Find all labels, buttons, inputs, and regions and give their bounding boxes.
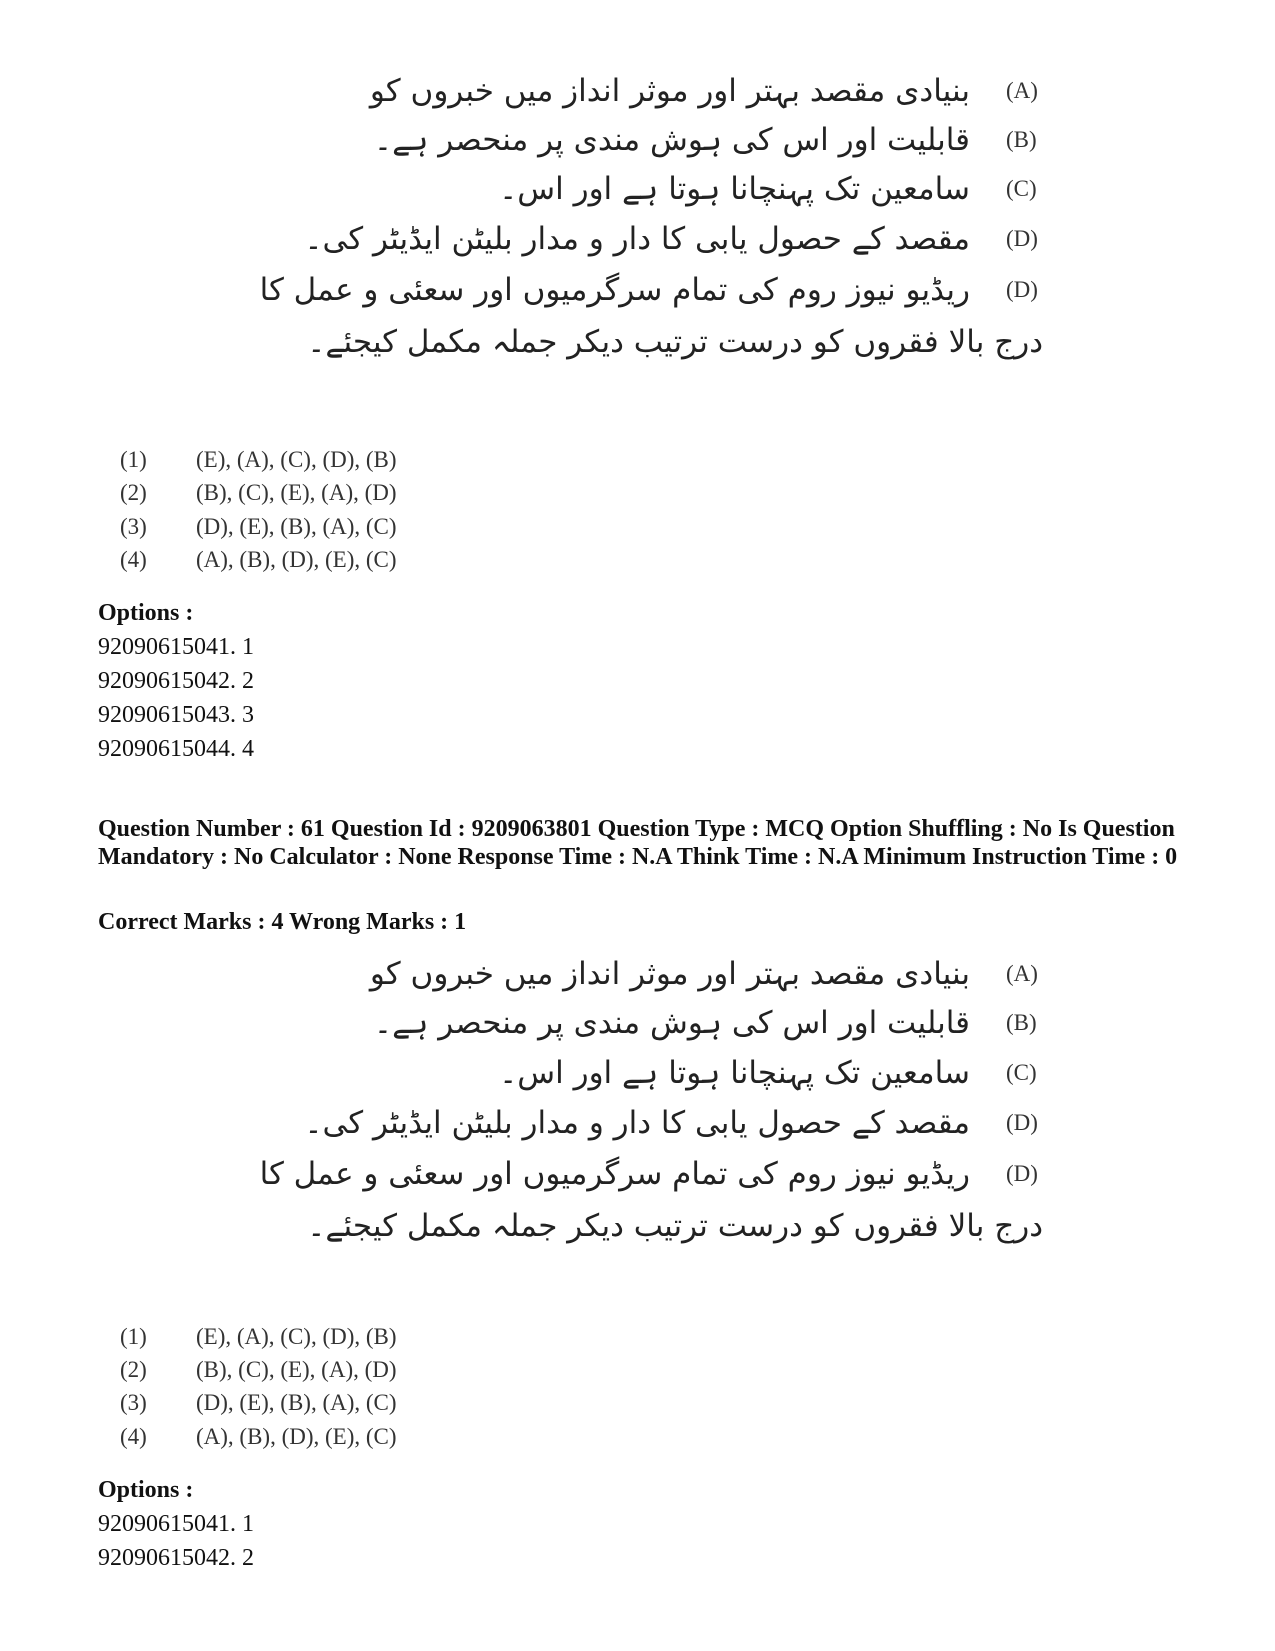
choice-number: (1): [120, 1324, 147, 1349]
statement-row: [0, 116, 1275, 164]
choice-sequence: (D), (E), (B), (A), (C): [196, 1390, 397, 1415]
statement-label: (D): [1006, 226, 1038, 251]
statement-label: (D): [1006, 1110, 1038, 1135]
choice-sequence: (A), (B), (D), (E), (C): [196, 547, 397, 572]
statement-text: سامعین تک پہنچانا ہوتا ہے اور اس۔: [499, 1055, 970, 1091]
statement-text: ریڈیو نیوز روم کی تمام سرگرمیوں اور سعئی و عمل کا: [259, 1156, 970, 1192]
statement-label: (B): [1006, 1010, 1037, 1035]
choice-number: (3): [120, 1390, 147, 1415]
question-instruction: درج بالا فقروں کو درست ترتیب دیکر جملہ مکمل کیجئے۔: [307, 1208, 1043, 1244]
option-id: 92090615041. 1: [98, 634, 254, 660]
statement-text: بنیادی مقصد بہتر اور موثر انداز میں خبروں کو: [369, 73, 970, 109]
statement-text: قابلیت اور اس کی ہوش مندی پر منحصر ہے۔: [373, 122, 970, 158]
option-id: 92090615042. 2: [98, 668, 254, 694]
statement-row: [0, 67, 1275, 115]
choice-sequence: (B), (C), (E), (A), (D): [196, 1357, 397, 1382]
option-id: 92090615041. 1: [98, 1511, 254, 1537]
statement-label: (A): [1006, 78, 1038, 103]
option-id: 92090615044. 4: [98, 736, 254, 762]
option-id: 92090615042. 2: [98, 1545, 254, 1571]
choice-number: (1): [120, 447, 147, 472]
statement-row: [0, 266, 1275, 314]
options-heading: Options :: [98, 600, 194, 626]
statement-row: [0, 999, 1275, 1047]
statement-label: (D): [1006, 277, 1038, 302]
options-heading: Options :: [98, 1477, 194, 1503]
statement-label: (C): [1006, 176, 1037, 201]
choice-number: (4): [120, 1424, 147, 1449]
choice-sequence: (A), (B), (D), (E), (C): [196, 1424, 397, 1449]
question-instruction: درج بالا فقروں کو درست ترتیب دیکر جملہ مکمل کیجئے۔: [307, 324, 1043, 360]
statement-row: [0, 215, 1275, 263]
statement-label: (D): [1006, 1161, 1038, 1186]
choice-sequence: (E), (A), (C), (D), (B): [196, 447, 397, 472]
statement-row: [0, 165, 1275, 213]
statement-label: (A): [1006, 961, 1038, 986]
statement-text: ریڈیو نیوز روم کی تمام سرگرمیوں اور سعئی و عمل کا: [259, 272, 970, 308]
instruction-row: [0, 1202, 1275, 1250]
option-id: 92090615043. 3: [98, 702, 254, 728]
choice-sequence: (B), (C), (E), (A), (D): [196, 480, 397, 505]
statement-text: مقصد کے حصول یابی کا دار و مدار بلیٹن ایڈیٹر کی۔: [304, 221, 970, 257]
statement-text: سامعین تک پہنچانا ہوتا ہے اور اس۔: [499, 171, 970, 207]
question-marks: Correct Marks : 4 Wrong Marks : 1: [98, 909, 467, 935]
choice-number: (2): [120, 1357, 147, 1382]
question-metadata: Question Number : 61 Question Id : 9209063801 Question Type : MCQ Option Shuffling : No Is Question Mandatory : No Calculator : None Response Time : N.A Think Time : N.A Minimum Instruction Time : 0: [98, 816, 1178, 870]
statement-text: قابلیت اور اس کی ہوش مندی پر منحصر ہے۔: [373, 1005, 970, 1041]
instruction-row: [0, 318, 1275, 366]
statement-row: [0, 1049, 1275, 1097]
statement-label: (C): [1006, 1060, 1037, 1085]
choice-number: (3): [120, 514, 147, 539]
statement-row: [0, 1099, 1275, 1147]
choice-sequence: (E), (A), (C), (D), (B): [196, 1324, 397, 1349]
choice-sequence: (D), (E), (B), (A), (C): [196, 514, 397, 539]
statement-label: (B): [1006, 127, 1037, 152]
statement-row: [0, 1150, 1275, 1198]
choice-number: (4): [120, 547, 147, 572]
statement-text: بنیادی مقصد بہتر اور موثر انداز میں خبروں کو: [369, 956, 970, 992]
choice-number: (2): [120, 480, 147, 505]
statement-text: مقصد کے حصول یابی کا دار و مدار بلیٹن ایڈیٹر کی۔: [304, 1105, 970, 1141]
statement-row: [0, 950, 1275, 998]
